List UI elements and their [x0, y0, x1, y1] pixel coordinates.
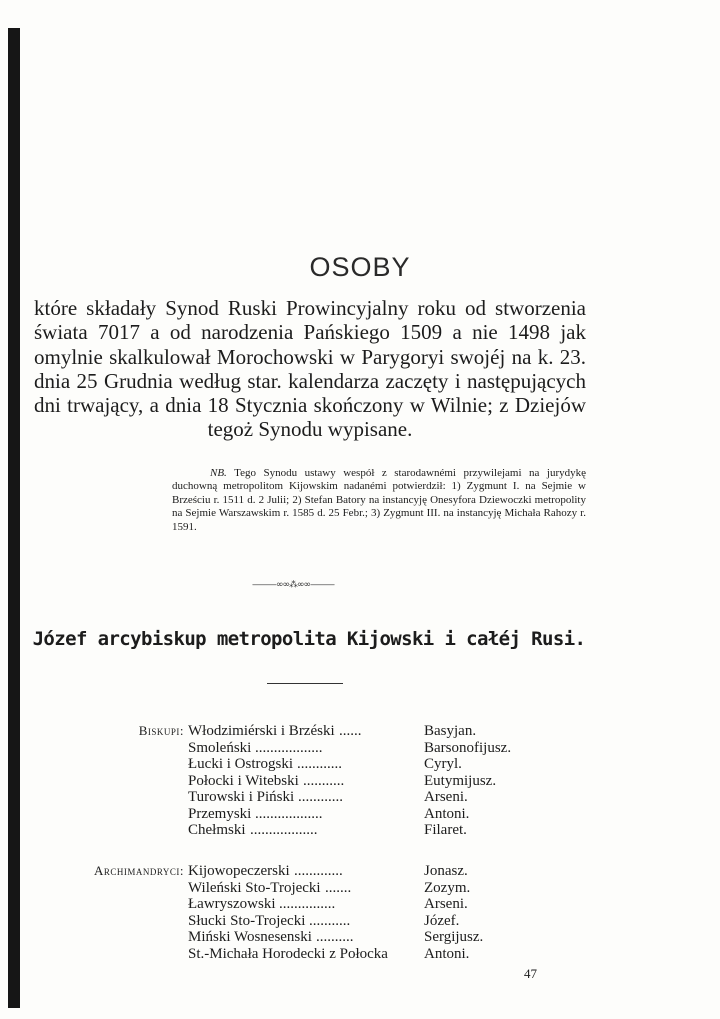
person-name: Antoni.: [424, 945, 470, 962]
place-name: Smoleński: [188, 739, 252, 756]
list-item: [188, 773, 588, 790]
person-name: Basyjan.: [424, 723, 477, 739]
intro-paragraph: które składały Synod Ruski Prowincyjalny roku od stworzenia świata 7017 a od narodzenia Pańskiego 1509 a nie 1498 jak omylnie skalkulował Morochowski w Parygoryi swojéj na k. 23. dnia 25 Grudnia według star. kalendarza zaczęty i następujących dni trwający, a dnia 18 Stycznia skończony w Wilnie; z Dziejów tegoż Synodu wypisane.: [34, 296, 586, 442]
archimandrites-label: Archimandryci:: [93, 863, 184, 878]
person-name: Arseni.: [424, 789, 468, 805]
list-item: [188, 740, 588, 757]
dot-leader: ..................: [255, 739, 323, 756]
page-number: 47: [524, 966, 537, 981]
dot-leader: ...............: [279, 896, 336, 912]
place-name: Włodzimiérski i Brzéski: [188, 723, 335, 739]
place-name: Miński Wosnesenski: [188, 929, 312, 945]
list-item: [188, 880, 588, 897]
dot-leader: .............: [294, 863, 343, 879]
section-rule: [267, 683, 343, 684]
place-name: Kijowopeczerski: [188, 863, 290, 879]
person-name: Filaret.: [424, 822, 467, 838]
place-name: Ławryszowski: [188, 896, 276, 912]
place-name: Słucki Sto-Trojecki: [188, 912, 306, 929]
place-name: Wileński Sto-Trojecki: [188, 879, 321, 896]
person-name: Sergijusz.: [424, 929, 484, 945]
dot-leader: ...........: [309, 912, 351, 929]
list-item: [188, 806, 588, 823]
place-name: Połocki i Witebski: [188, 772, 299, 789]
person-name: Antoni.: [424, 805, 470, 822]
place-name: St.-Michała Horodecki z Połocka: [188, 945, 388, 962]
place-name: Łucki i Ostrogski: [188, 756, 293, 772]
dot-leader: ............: [297, 756, 342, 772]
dot-leader: ...........: [303, 772, 345, 789]
scan-edge-bar: [8, 28, 20, 1008]
person-name: Barsonofijusz.: [424, 739, 512, 756]
person-name: Eutymijusz.: [424, 772, 497, 789]
person-name: Józef.: [424, 912, 460, 929]
list-item: [188, 946, 588, 963]
list-item: [188, 929, 588, 946]
dot-leader: ..........: [316, 929, 354, 945]
dot-leader: ......: [339, 723, 362, 739]
footnote-text: Tego Synodu ustawy wespół z starodawnémi przywilejami na jurydykę duchowną metropolitom Kijowskim nadanémi potwierdził: 1) Zygmunt I. na Sejmie w Brześciu r. 1511 d. 2 Julii; 2) Stefan Batory na instancyję Onesyfora Dziewoczki metropolity na Sejmie Warszawskim r. 1585 d. 25 Febr.; 3) Zygmunt III. na instancyję Michała Rahozy r. 1591.: [172, 467, 586, 533]
list-item: [188, 913, 588, 930]
list-item: [188, 723, 588, 740]
list-item: [188, 863, 588, 880]
dot-leader: .......: [325, 879, 352, 896]
list-item: [188, 896, 588, 913]
person-name: Cyryl.: [424, 756, 462, 772]
footnote-lead: NB.: [210, 467, 227, 479]
place-name: Chełmski: [188, 822, 246, 838]
page-heading: OSOBY: [309, 252, 411, 282]
person-name: Zozym.: [424, 879, 471, 896]
ornament-divider: ———∞∞⁂∞∞———: [252, 580, 334, 590]
person-name: Arseni.: [424, 896, 468, 912]
dot-leader: ..................: [255, 805, 323, 822]
list-item: [188, 822, 588, 839]
section-title: Józef arcybiskup metropolita Kijowski i całéj Rusi.: [32, 628, 586, 650]
person-name: Jonasz.: [424, 863, 468, 879]
dot-leader: ............: [298, 789, 343, 805]
footnote: [172, 467, 586, 534]
list-item: [188, 789, 588, 806]
bishops-label: Biskupi:: [138, 723, 184, 738]
dot-leader: ..................: [250, 822, 318, 838]
list-item: [188, 756, 588, 773]
place-name: Turowski i Piński: [188, 789, 295, 805]
place-name: Przemyski: [188, 805, 252, 822]
